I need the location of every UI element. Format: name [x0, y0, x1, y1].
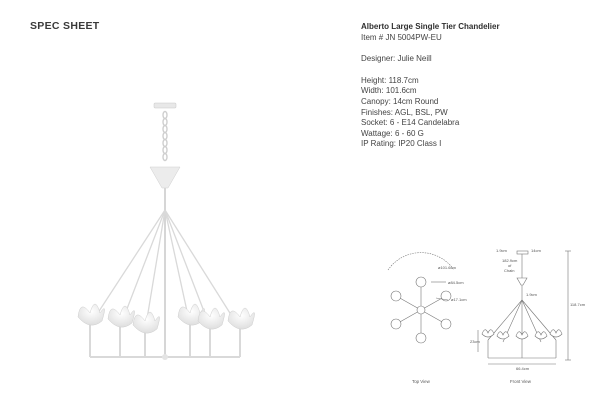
top-view-label: Top View	[412, 379, 430, 384]
spec-details	[361, 22, 591, 150]
spec-socket: Socket: 6 - E14 Candelabra	[361, 118, 460, 128]
svg-text:ø101.6cm: ø101.6cm	[438, 265, 456, 270]
front-view-label: Front View	[510, 379, 531, 384]
spec-canopy: Canopy: 14cm Round	[361, 96, 439, 106]
technical-drawing	[378, 240, 586, 390]
svg-text:182.9cm: 182.9cm	[502, 258, 518, 263]
spec-width: Width: 101.6cm	[361, 86, 417, 96]
svg-text:of: of	[508, 263, 512, 268]
page-title: SPEC SHEET	[30, 20, 100, 32]
svg-text:23cm: 23cm	[470, 339, 480, 344]
front-view-drawing	[478, 251, 571, 364]
spec-ip-rating: IP Rating: IP20 Class I	[361, 139, 442, 149]
svg-text:1.9cm: 1.9cm	[526, 292, 537, 297]
svg-text:ø17.1cm: ø17.1cm	[451, 297, 467, 302]
spec-height: Height: 118.7cm	[361, 75, 419, 85]
svg-text:66.4cm: 66.4cm	[516, 366, 530, 371]
spec-wattage: Wattage: 6 - 60 G	[361, 128, 424, 138]
svg-text:Chain: Chain	[504, 268, 515, 273]
designer: Designer: Julie Neill	[361, 54, 432, 64]
svg-text:14cm: 14cm	[531, 248, 541, 253]
svg-text:118.7cm: 118.7cm	[570, 302, 586, 307]
svg-text:ø84.5cm: ø84.5cm	[448, 280, 464, 285]
product-name: Alberto Large Single Tier Chandelier	[361, 22, 500, 31]
spec-finishes: Finishes: AGL, BSL, PW	[361, 107, 448, 117]
item-number: Item # JN 5004PW-EU	[361, 32, 442, 42]
chandelier-photo	[40, 95, 290, 385]
svg-text:1.9cm: 1.9cm	[496, 248, 507, 253]
